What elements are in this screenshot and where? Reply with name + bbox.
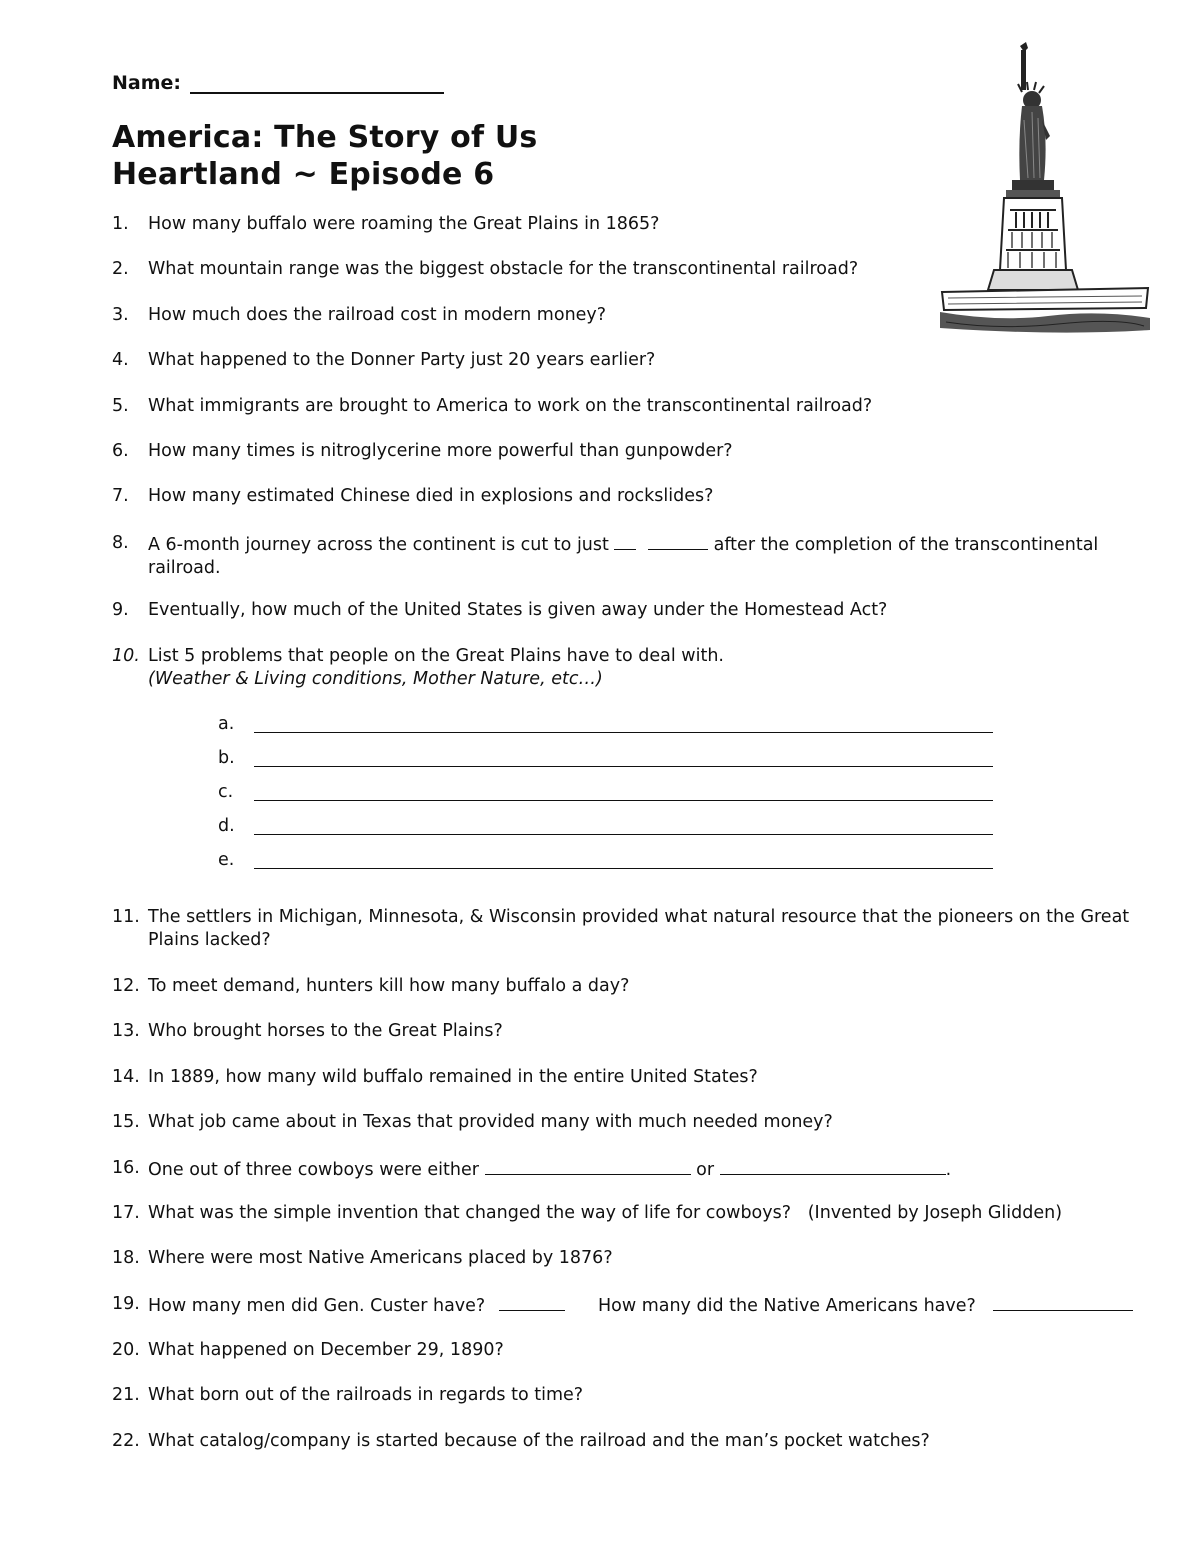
question-text: What happened to the Donner Party just 20 years earlier? (148, 350, 656, 370)
question-text: A 6-month journey across the continent is cut to just (148, 535, 609, 555)
question-text: What mountain range was the biggest obstacle for the transcontinental railroad? (148, 259, 859, 279)
question-text: The settlers in Michigan, Minnesota, & Wisconsin provided what natural resource that the pioneers on the Great Plains lacked? (148, 907, 1130, 950)
question-number: 21. (112, 1385, 140, 1405)
answer-blank[interactable] (485, 1157, 691, 1175)
question-1 (112, 213, 1152, 236)
answer-rule[interactable] (254, 834, 993, 835)
question-number: 1. (112, 214, 129, 234)
worksheet-title: America: The Story of Us (112, 120, 538, 155)
question-number: 19. (112, 1294, 140, 1314)
answer-blank[interactable] (614, 532, 636, 550)
question-text: What job came about in Texas that provided many with much needed money? (148, 1112, 833, 1132)
question-text: One out of three cowboys were either (148, 1160, 479, 1180)
answer-rule[interactable] (254, 868, 993, 869)
question-20 (112, 1339, 1152, 1362)
question-text: . (945, 1160, 952, 1180)
answer-line-b[interactable] (218, 748, 1018, 772)
question-text: How many times is nitroglycerine more powerful than gunpowder? (148, 441, 733, 461)
question-number: 22. (112, 1431, 140, 1451)
question-11 (112, 906, 1152, 952)
answer-line-d[interactable] (218, 816, 1018, 840)
question-text: after the completion of the transcontinental railroad. (148, 535, 1099, 578)
question-17 (112, 1202, 1152, 1225)
question-text: What was the simple invention that changed the way of life for cowboys? (Invented by Joseph Glidden) (148, 1203, 1063, 1223)
answer-blank[interactable] (648, 532, 708, 550)
question-text: How much does the railroad cost in modern money? (148, 305, 607, 325)
question-4 (112, 349, 1152, 372)
question-number: 3. (112, 305, 129, 325)
question-text: Where were most Native Americans placed by 1876? (148, 1248, 613, 1268)
statue-of-liberty-icon (938, 40, 1152, 335)
question-text: How many estimated Chinese died in explosions and rockslides? (148, 486, 714, 506)
question-6 (112, 440, 1152, 463)
question-10 (112, 645, 1152, 691)
question-number: 18. (112, 1248, 140, 1268)
question-text: or (696, 1160, 715, 1180)
name-field[interactable] (190, 92, 444, 94)
question-number: 7. (112, 486, 129, 506)
question-hint: (Weather & Living conditions, Mother Nature, etc…) (148, 669, 603, 689)
question-text: Eventually, how much of the United States is given away under the Homestead Act? (148, 600, 888, 620)
question-number: 20. (112, 1340, 140, 1360)
question-5 (112, 395, 1152, 418)
question-2 (112, 258, 1152, 281)
question-text: How many buffalo were roaming the Great Plains in 1865? (148, 214, 660, 234)
question-number: 12. (112, 976, 140, 996)
question-text: What immigrants are brought to America to work on the transcontinental railroad? (148, 396, 873, 416)
question-text: To meet demand, hunters kill how many buffalo a day? (148, 976, 630, 996)
answer-letter: d. (218, 816, 235, 836)
question-21 (112, 1384, 1152, 1407)
answer-blank[interactable] (720, 1157, 946, 1175)
question-13 (112, 1020, 1152, 1043)
question-text: How many men did Gen. Custer have? (148, 1296, 486, 1316)
answer-rule[interactable] (254, 766, 993, 767)
question-text: What happened on December 29, 1890? (148, 1340, 504, 1360)
name-label: Name: (112, 72, 182, 94)
question-number: 2. (112, 259, 129, 279)
question-number: 11. (112, 907, 140, 927)
question-text: List 5 problems that people on the Great Plains have to deal with. (148, 646, 724, 666)
question-14 (112, 1066, 1152, 1089)
question-16 (112, 1157, 1152, 1182)
question-number: 9. (112, 600, 129, 620)
answer-rule[interactable] (254, 800, 993, 801)
question-number: 15. (112, 1112, 140, 1132)
answer-rule[interactable] (254, 732, 993, 733)
answer-blank[interactable] (499, 1293, 565, 1311)
answer-letter: e. (218, 850, 235, 870)
question-text: In 1889, how many wild buffalo remained in the entire United States? (148, 1067, 758, 1087)
question-12 (112, 975, 1152, 998)
answer-line-e[interactable] (218, 850, 1018, 874)
question-text: What born out of the railroads in regards to time? (148, 1385, 584, 1405)
question-number: 13. (112, 1021, 140, 1041)
answer-line-a[interactable] (218, 714, 1018, 738)
answer-blank[interactable] (993, 1293, 1133, 1311)
question-number: 6. (112, 441, 129, 461)
question-number: 8. (112, 533, 129, 553)
question-9 (112, 599, 1152, 622)
question-number: 4. (112, 350, 129, 370)
question-18 (112, 1247, 1152, 1270)
question-7 (112, 485, 1152, 508)
question-19 (112, 1293, 1152, 1318)
question-3 (112, 304, 1152, 327)
question-number: 10. (112, 646, 140, 666)
question-text: Who brought horses to the Great Plains? (148, 1021, 503, 1041)
question-8 (112, 532, 1152, 580)
question-number: 5. (112, 396, 129, 416)
worksheet-subtitle: Heartland ~ Episode 6 (112, 157, 495, 192)
answer-letter: c. (218, 782, 234, 802)
question-number: 16. (112, 1158, 140, 1178)
question-22 (112, 1430, 1152, 1453)
question-text: What catalog/company is started because of the railroad and the man’s pocket watches? (148, 1431, 930, 1451)
answer-line-c[interactable] (218, 782, 1018, 806)
question-text: How many did the Native Americans have? (597, 1296, 976, 1316)
question-15 (112, 1111, 1152, 1134)
answer-letter: b. (218, 748, 235, 768)
answer-letter: a. (218, 714, 235, 734)
question-number: 17. (112, 1203, 140, 1223)
question-number: 14. (112, 1067, 140, 1087)
